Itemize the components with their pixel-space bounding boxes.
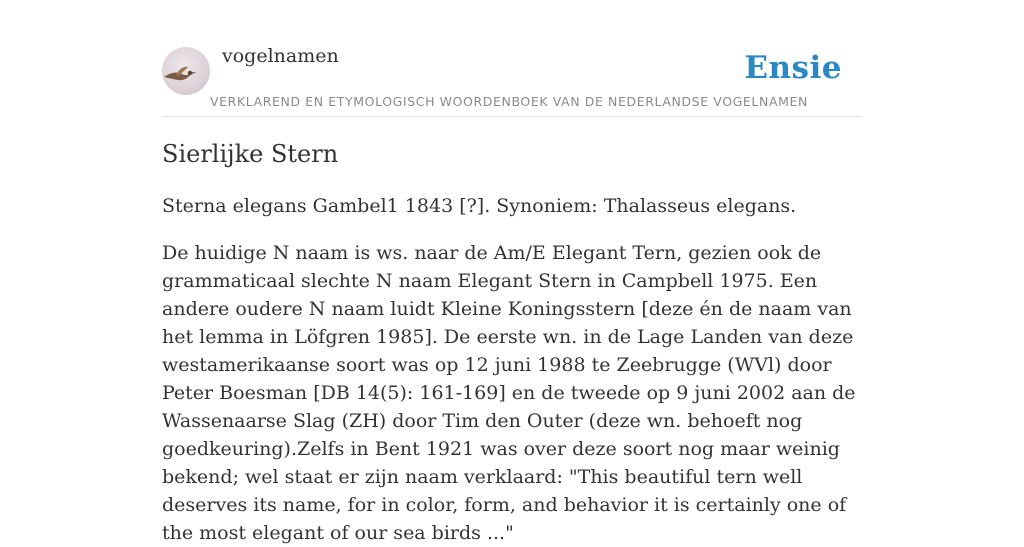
article [162, 138, 864, 547]
avatar[interactable] [162, 47, 210, 95]
article-paragraph-1: Sterna elegans Gambel1 1843 [?]. Synoniem: Thalasseus elegans. [162, 195, 797, 217]
page-title: Sierlijke Stern [162, 140, 339, 168]
brand-logo[interactable]: Ensie [744, 50, 842, 86]
site-header [162, 0, 862, 117]
site-tagline: VERKLAREND EN ETYMOLOGISCH WOORDENBOEK VAN DE NEDERLANDSE VOGELNAMEN [210, 94, 808, 109]
article-paragraph-2: De huidige N naam is ws. naar de Am/E Elegant Tern, gezien ook de grammaticaal slechte N naam Elegant Stern in Campbell 1975. Een andere oudere N naam luidt Kleine Koningsstern [deze én de naam van het lemma in Löfgren 1985]. De eerste wn. in de Lage Landen van deze westamerikaanse soort was op 12 juni 1988 te Zeebrugge (WVl) door Peter Boesman [DB 14(5): 161-169] en de tweede op 9 juni 2002 aan de Wassenaarse Slag (ZH) door Tim den Outer (deze wn. behoeft nog goedkeuring).Zelfs in Bent 1921 was over deze soort nog maar weinig bekend; wel staat er zijn naam verklaard: "This beautiful tern well deserves its name, for in color, form, and behavior it is certainly one of the most elegant of our sea birds ..." [162, 242, 856, 544]
site-name[interactable]: vogelnamen [222, 45, 339, 67]
bird-icon [162, 47, 210, 95]
